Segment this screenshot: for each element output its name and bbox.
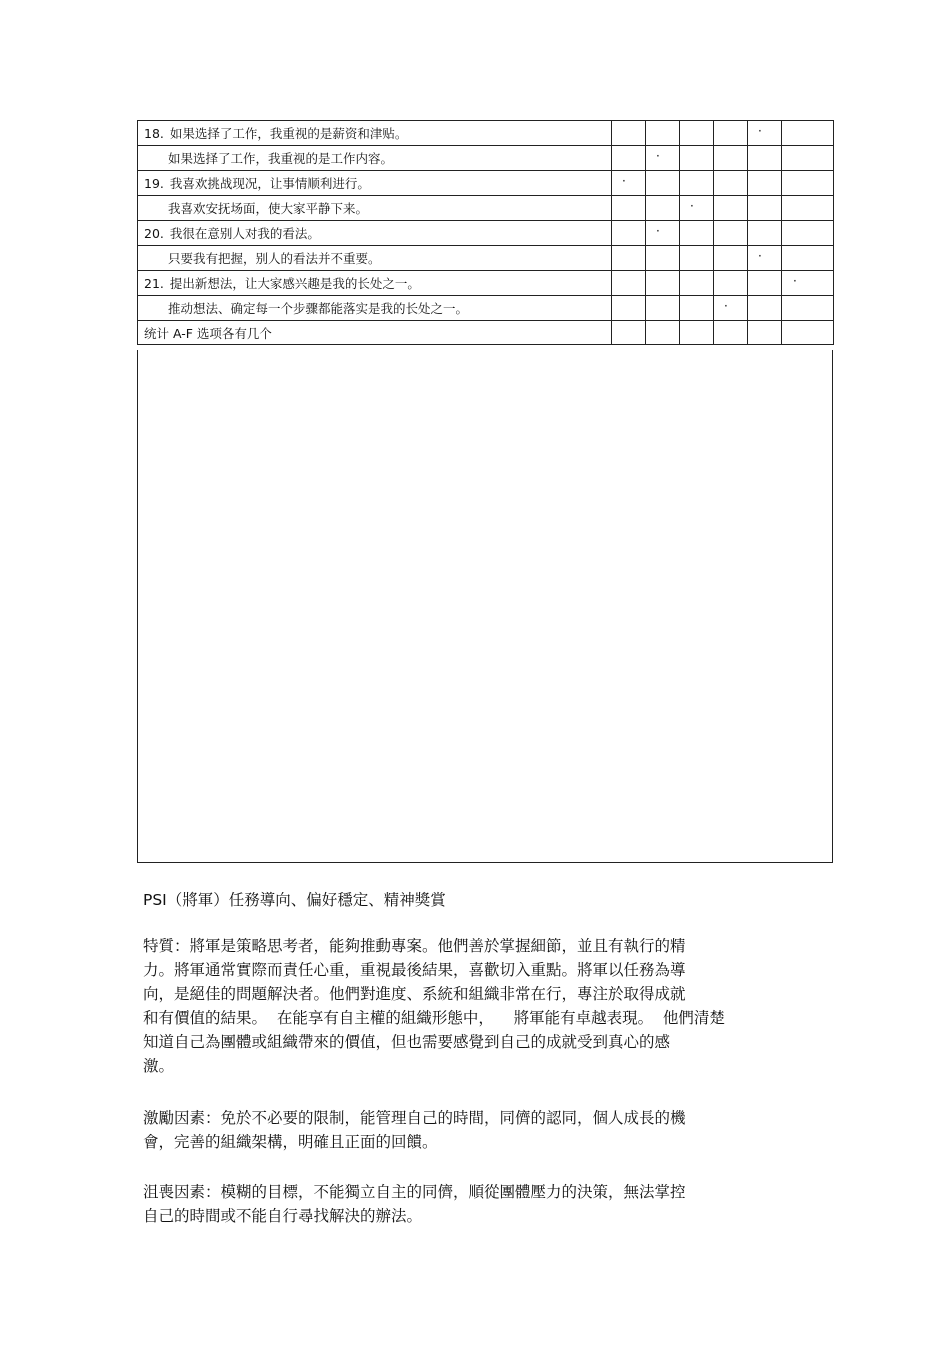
option-cell[interactable] (782, 221, 834, 246)
option-cell[interactable] (782, 296, 834, 321)
option-cell[interactable] (714, 121, 748, 146)
option-cell[interactable] (748, 271, 782, 296)
question-statement: 推动想法、确定每一个步骤都能落实是我的长处之一。 (168, 301, 469, 316)
selection-mark: · (724, 299, 728, 313)
question-text (138, 271, 612, 296)
motivators-line: 會，完善的組織架構，明確且正面的回饋。 (143, 1133, 438, 1151)
option-cell[interactable] (714, 196, 748, 221)
question-number: 18. (144, 126, 164, 141)
selection-mark: · (793, 274, 797, 288)
section-heading-block (143, 888, 813, 912)
question-number: 21. (144, 276, 164, 291)
option-cell[interactable] (782, 121, 834, 146)
option-cell[interactable] (680, 271, 714, 296)
option-cell[interactable] (646, 246, 680, 271)
option-cell[interactable] (646, 271, 680, 296)
question-statement: 我喜欢安抚场面，使大家平静下来。 (168, 201, 369, 216)
summary-cell[interactable] (646, 321, 680, 345)
summary-cell[interactable] (782, 321, 834, 345)
question-statement: 只要我有把握，别人的看法并不重要。 (168, 251, 381, 266)
option-cell[interactable] (646, 221, 680, 246)
summary-label: 统计 A-F 选项各有几个 (138, 321, 612, 345)
question-text (138, 221, 612, 246)
table-row (138, 196, 834, 221)
selection-mark: · (758, 249, 762, 263)
option-cell[interactable] (680, 246, 714, 271)
option-cell[interactable] (714, 246, 748, 271)
option-cell[interactable] (612, 246, 646, 271)
option-cell[interactable] (680, 121, 714, 146)
section-heading: PSI（將軍）任務導向、偏好穩定、精神獎賞 (143, 891, 446, 909)
table-row (138, 121, 834, 146)
option-cell[interactable] (646, 196, 680, 221)
table-row (138, 171, 834, 196)
selection-mark: · (622, 174, 626, 188)
option-cell[interactable] (612, 196, 646, 221)
option-cell[interactable] (680, 296, 714, 321)
option-cell[interactable] (782, 171, 834, 196)
option-cell[interactable] (612, 171, 646, 196)
option-cell[interactable] (646, 296, 680, 321)
option-cell[interactable] (782, 246, 834, 271)
question-text (138, 171, 612, 196)
demotivators-line: 沮喪因素：模糊的目標，不能獨立自主的同儕，順從團體壓力的決策，無法掌控 (143, 1183, 686, 1201)
demotivators-paragraph (143, 1180, 813, 1228)
questionnaire-table (137, 120, 834, 345)
traits-line: 特質：將軍是策略思考者，能夠推動專案。他們善於掌握細節，並且有執行的精 (143, 937, 686, 955)
question-text (138, 196, 612, 221)
option-cell[interactable] (748, 221, 782, 246)
option-cell[interactable] (782, 196, 834, 221)
option-cell[interactable] (748, 171, 782, 196)
option-cell[interactable] (748, 196, 782, 221)
option-cell[interactable] (714, 271, 748, 296)
traits-line: 向，是絕佳的問題解決者。他們對進度、系統和組織非常在行，專注於取得成就 (143, 985, 686, 1003)
summary-cell[interactable] (680, 321, 714, 345)
traits-line: 力。將軍通常實際而責任心重，重視最後結果，喜歡切入重點。將軍以任務為導 (143, 961, 686, 979)
motivators-paragraph (143, 1106, 813, 1154)
selection-mark: · (656, 149, 660, 163)
option-cell[interactable] (680, 171, 714, 196)
question-statement: 我很在意别人对我的看法。 (169, 226, 320, 241)
summary-cell[interactable] (748, 321, 782, 345)
option-cell[interactable] (782, 271, 834, 296)
selection-mark: · (758, 124, 762, 138)
traits-paragraph (143, 934, 813, 1078)
table-row (138, 246, 834, 271)
option-cell[interactable] (646, 171, 680, 196)
option-cell[interactable] (714, 146, 748, 171)
table-row (138, 271, 834, 296)
traits-line: 和有價值的結果。 在能享有自主權的組織形態中， 將軍能有卓越表現。 他們清楚 (143, 1009, 725, 1027)
option-cell[interactable] (680, 146, 714, 171)
question-statement: 如果选择了工作，我重视的是薪资和津贴。 (169, 126, 408, 141)
table-row (138, 221, 834, 246)
option-cell[interactable] (748, 296, 782, 321)
table-row (138, 296, 834, 321)
option-cell[interactable] (612, 271, 646, 296)
question-number: 20. (144, 226, 164, 241)
option-cell[interactable] (646, 146, 680, 171)
question-number: 19. (144, 176, 164, 191)
option-cell[interactable] (782, 146, 834, 171)
question-text (138, 146, 612, 171)
option-cell[interactable] (612, 121, 646, 146)
question-statement: 我喜欢挑战现况，让事情顺利进行。 (169, 176, 370, 191)
question-text (138, 246, 612, 271)
option-cell[interactable] (748, 146, 782, 171)
option-cell[interactable] (612, 146, 646, 171)
motivators-line: 激勵因素：免於不必要的限制，能管理自己的時間，同儕的認同，個人成長的機 (143, 1109, 686, 1127)
summary-cell[interactable] (714, 321, 748, 345)
traits-line: 激。 (143, 1057, 175, 1075)
option-cell[interactable] (748, 246, 782, 271)
traits-line: 知道自己為團體或組織帶來的價值，但也需要感覺到自己的成就受到真心的感 (143, 1033, 671, 1051)
selection-mark: · (690, 199, 694, 213)
option-cell[interactable] (612, 221, 646, 246)
option-cell[interactable] (680, 221, 714, 246)
option-cell[interactable] (646, 121, 680, 146)
summary-cell[interactable] (612, 321, 646, 345)
option-cell[interactable] (680, 196, 714, 221)
option-cell[interactable] (748, 121, 782, 146)
option-cell[interactable] (612, 296, 646, 321)
question-statement: 提出新想法，让大家感兴趣是我的长处之一。 (169, 276, 420, 291)
option-cell[interactable] (714, 171, 748, 196)
questionnaire-body (138, 121, 834, 345)
table-row (138, 146, 834, 171)
demotivators-line: 自己的時間或不能自行尋找解決的辦法。 (143, 1207, 423, 1225)
selection-mark: · (656, 224, 660, 238)
blank-answer-area (137, 350, 833, 863)
question-statement: 如果选择了工作，我重视的是工作内容。 (168, 151, 394, 166)
option-cell[interactable] (714, 221, 748, 246)
option-cell[interactable] (714, 296, 748, 321)
question-text (138, 296, 612, 321)
summary-row (138, 321, 834, 345)
question-text (138, 121, 612, 146)
